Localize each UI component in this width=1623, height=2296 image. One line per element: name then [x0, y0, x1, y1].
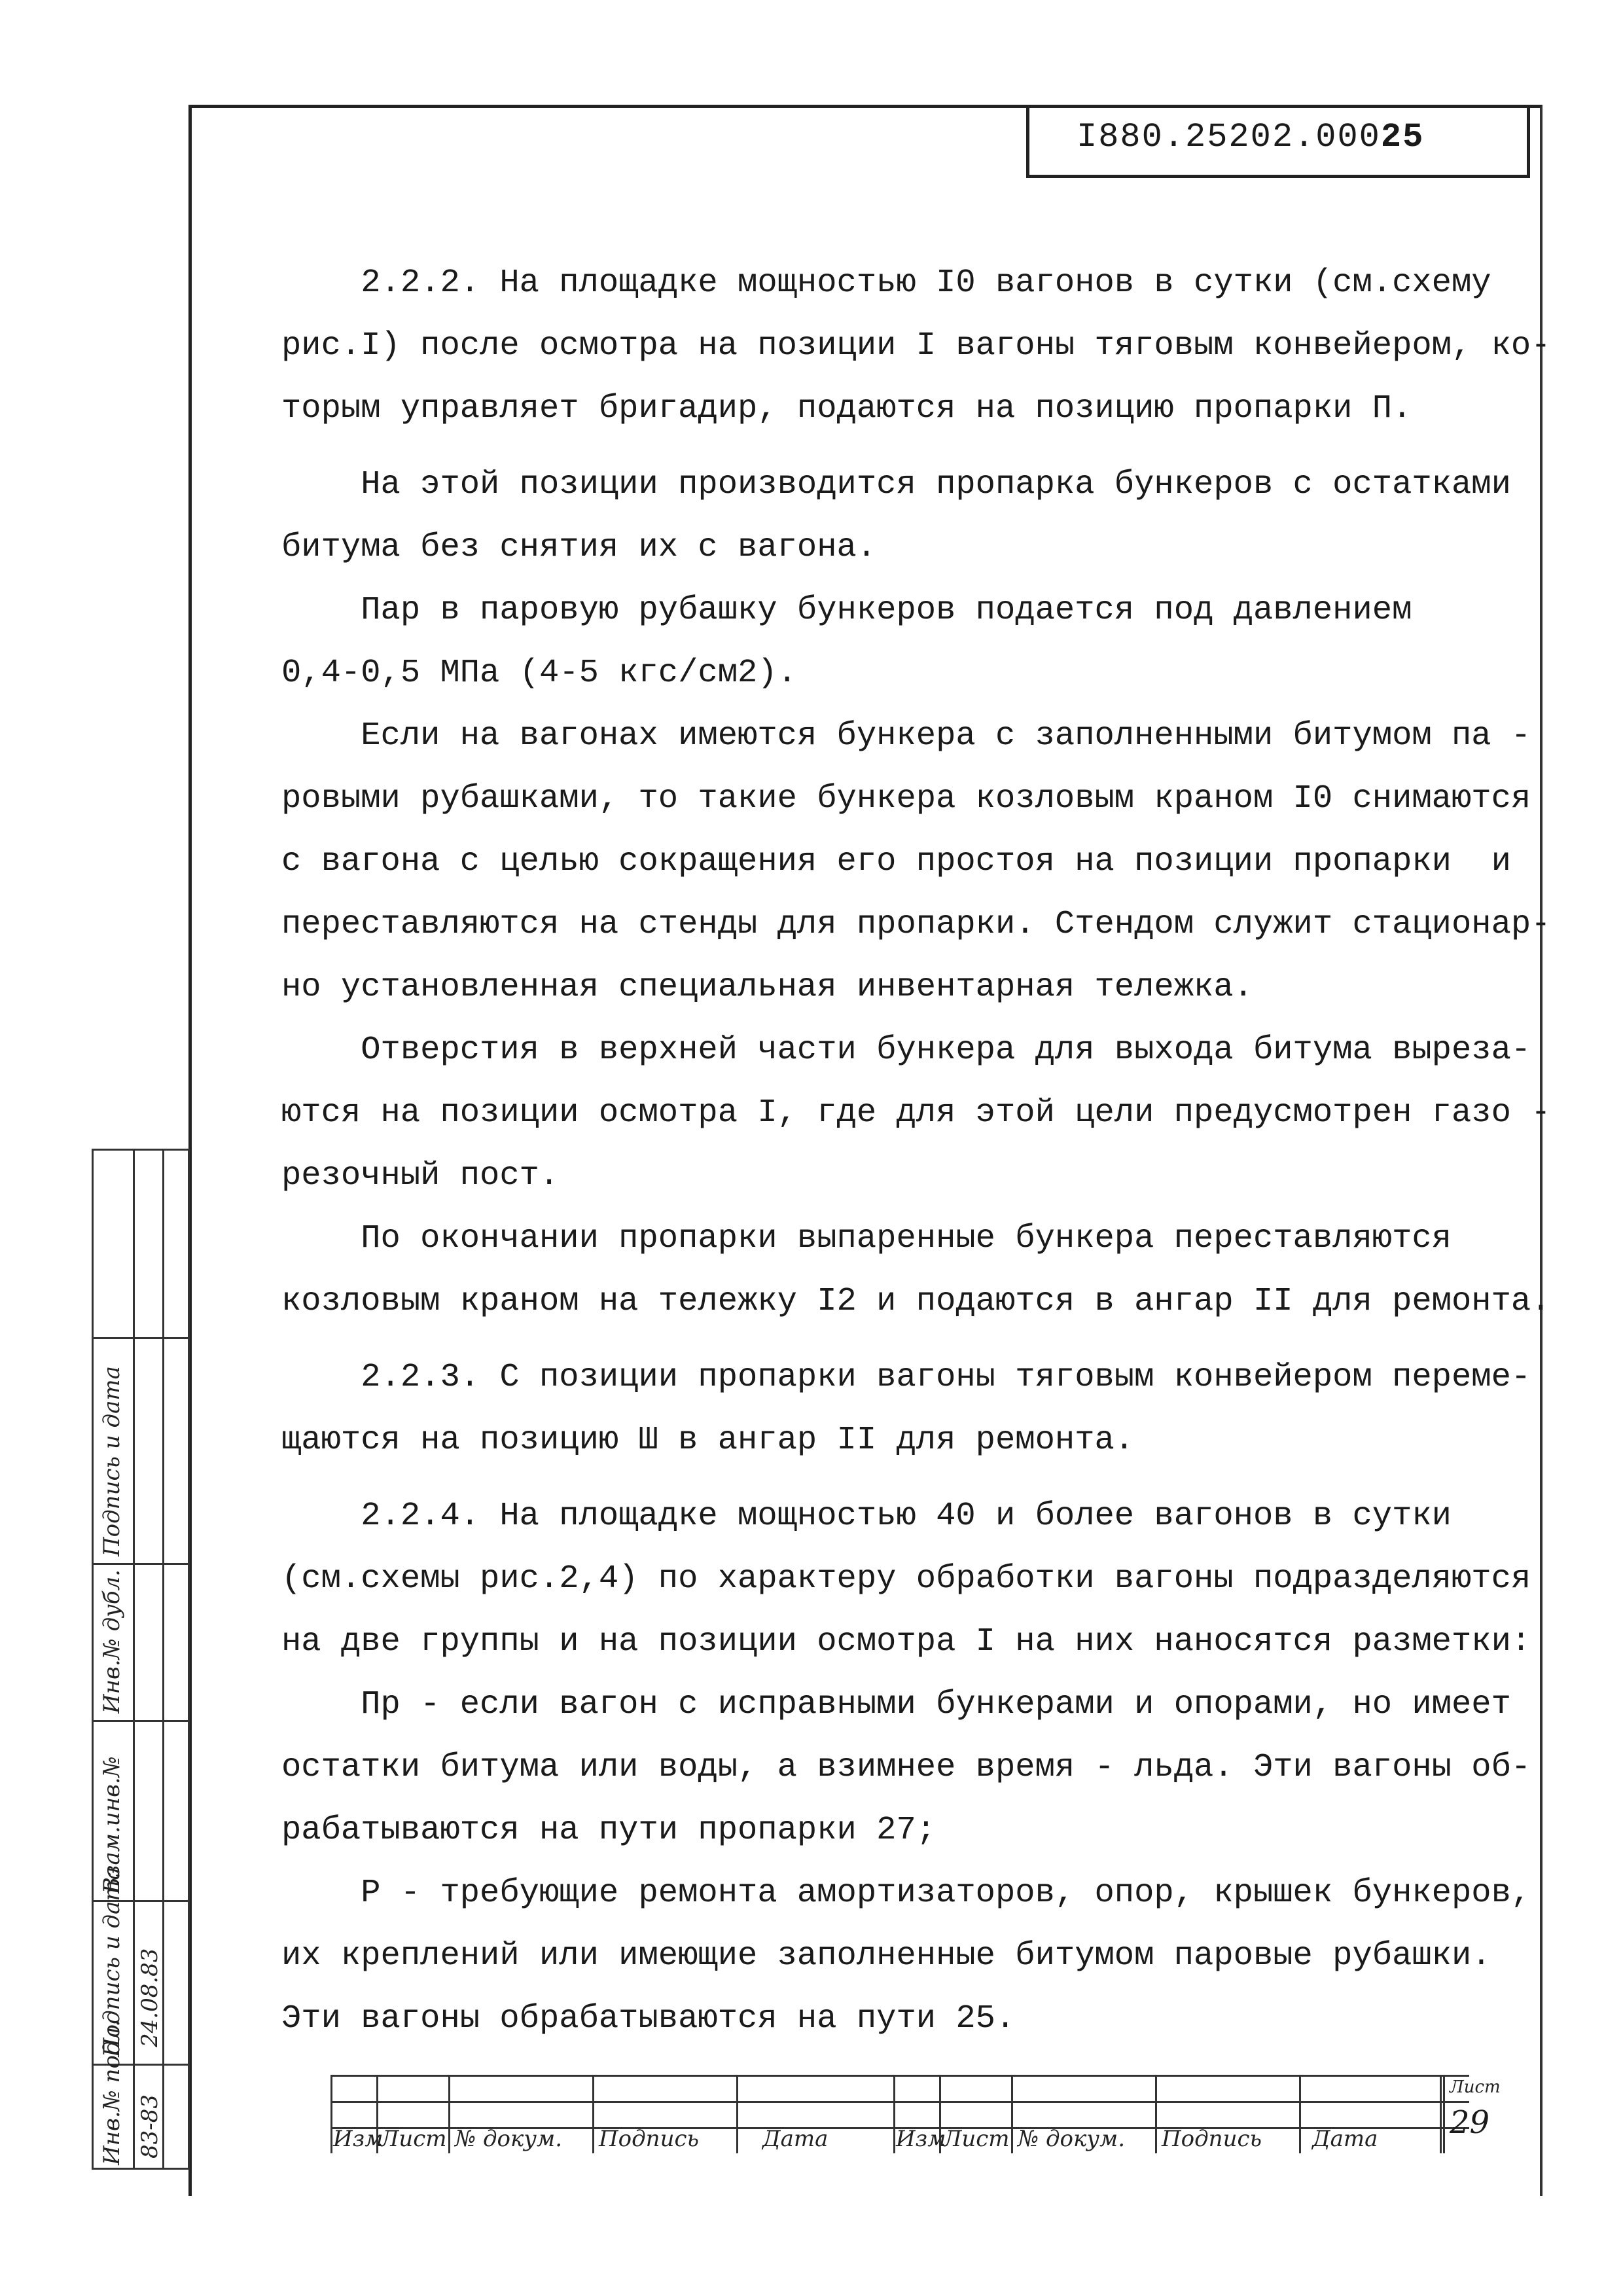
text-line: ются на позиции осмотра I, где для этой цели предусмотрен газо - — [281, 1094, 1551, 1132]
text-line: битума без снятия их с вагона. — [281, 529, 877, 566]
text-line: Отверстия в верхней части бункера для выхода битума выреза- — [281, 1031, 1531, 1069]
tb-label-date: Дата — [762, 2126, 829, 2152]
tb-label-izm: Изм — [333, 2126, 383, 2152]
text-line: 2.2.2. На площадке мощностью I0 вагонов в сутки (см.схему — [281, 264, 1491, 302]
doc-number: I880.25202.00025 — [1077, 118, 1425, 156]
page-label: Лист — [1450, 2077, 1501, 2097]
text-line: ровыми рубашками, то такие бункера козловым краном I0 снимаются — [281, 780, 1531, 817]
text-line: с вагона с целью сокращения его простоя на позиции пропарки и — [281, 843, 1511, 880]
stamp-label-inv-dubl: Инв.№ дубл. — [99, 1569, 125, 1713]
text-line: резочный пост. — [281, 1157, 560, 1194]
tb-label-sign-2: Подпись — [1162, 2126, 1262, 2152]
text-line: рабатываются на пути пропарки 27; — [281, 1812, 936, 1849]
tb-label-sign: Подпись — [599, 2126, 700, 2152]
text-line: но установленная специальная инвентарная тележка. — [281, 969, 1253, 1006]
text-line: щаются на позицию Ш в ангар II для ремонта. — [281, 1422, 1135, 1459]
margin-stamp — [92, 1149, 190, 2170]
text-line: 2.2.3. С позиции пропарки вагоны тяговым конвейером переме- — [281, 1359, 1531, 1396]
title-block — [330, 2075, 1469, 2153]
text-line: козловым краном на тележку I2 и подаются в ангар II для ремонта. — [281, 1283, 1551, 1320]
stamp-value-inv-number: 83-83 — [137, 2094, 163, 2159]
text-line: 2.2.4. На площадке мощностью 40 и более вагонов в сутки — [281, 1498, 1452, 1535]
stamp-label-sign-date-1: Подпись и дата — [99, 1867, 125, 2057]
text-line: Пар в паровую рубашку бункеров подается под давлением — [281, 592, 1412, 629]
tb-label-izm-2: Изм — [896, 2126, 946, 2152]
stamp-label-inv-podl: Инв.№ подл. — [99, 2020, 125, 2165]
text-line: 0,4-0,5 МПа (4-5 кгс/см2). — [281, 655, 797, 692]
stamp-label-sign-date-2: Подпись и дата — [99, 1366, 125, 1556]
text-line: переставляются на стенды для пропарки. Стендом служит стационар- — [281, 906, 1551, 943]
stamp-label-vzam-inv: Взам.инв.№ — [99, 1756, 125, 1893]
tb-label-doc-2: № докум. — [1018, 2126, 1126, 2152]
text-line: торым управляет бригадир, подаются на позицию пропарки П. — [281, 390, 1412, 427]
text-line: Эти вагоны обрабатываются на пути 25. — [281, 2000, 1016, 2037]
tb-label-list-2: Лист — [943, 2126, 1010, 2152]
text-line: остатки битума или воды, а взимнее время - льда. Эти вагоны об- — [281, 1749, 1531, 1786]
tb-label-date-2: Дата — [1312, 2126, 1378, 2152]
text-line: рис.I) после осмотра на позиции I вагоны тяговым конвейером, ко- — [281, 327, 1551, 365]
text-line: их креплений или имеющие заполненные битумом паровые рубашки. — [281, 1937, 1491, 1975]
text-line: Р - требующие ремонта амортизаторов, опор, крышек бункеров, — [281, 1874, 1531, 1912]
body-text — [281, 252, 1551, 2051]
tb-label-doc: № докум. — [455, 2126, 563, 2152]
sheet-number: 25 — [1380, 118, 1425, 156]
text-line: Пр - если вагон с исправными бункерами и опорами, но имеет — [281, 1686, 1511, 1723]
text-line: на две группы и на позиции осмотра I на них наносятся разметки: — [281, 1623, 1531, 1660]
text-line: (см.схемы рис.2,4) по характеру обработки вагоны подразделяются — [281, 1560, 1531, 1598]
text-line: По окончании пропарки выпаренные бункера переставляются — [281, 1220, 1452, 1257]
page-number: 29 — [1450, 2104, 1490, 2141]
stamp-value-date: 24.08.83 — [137, 1948, 163, 2047]
tb-label-list: Лист — [380, 2126, 447, 2152]
text-line: Если на вагонах имеются бункера с заполненными битумом па - — [281, 717, 1531, 755]
text-line: На этой позиции производится пропарка бункеров с остатками — [281, 466, 1511, 503]
